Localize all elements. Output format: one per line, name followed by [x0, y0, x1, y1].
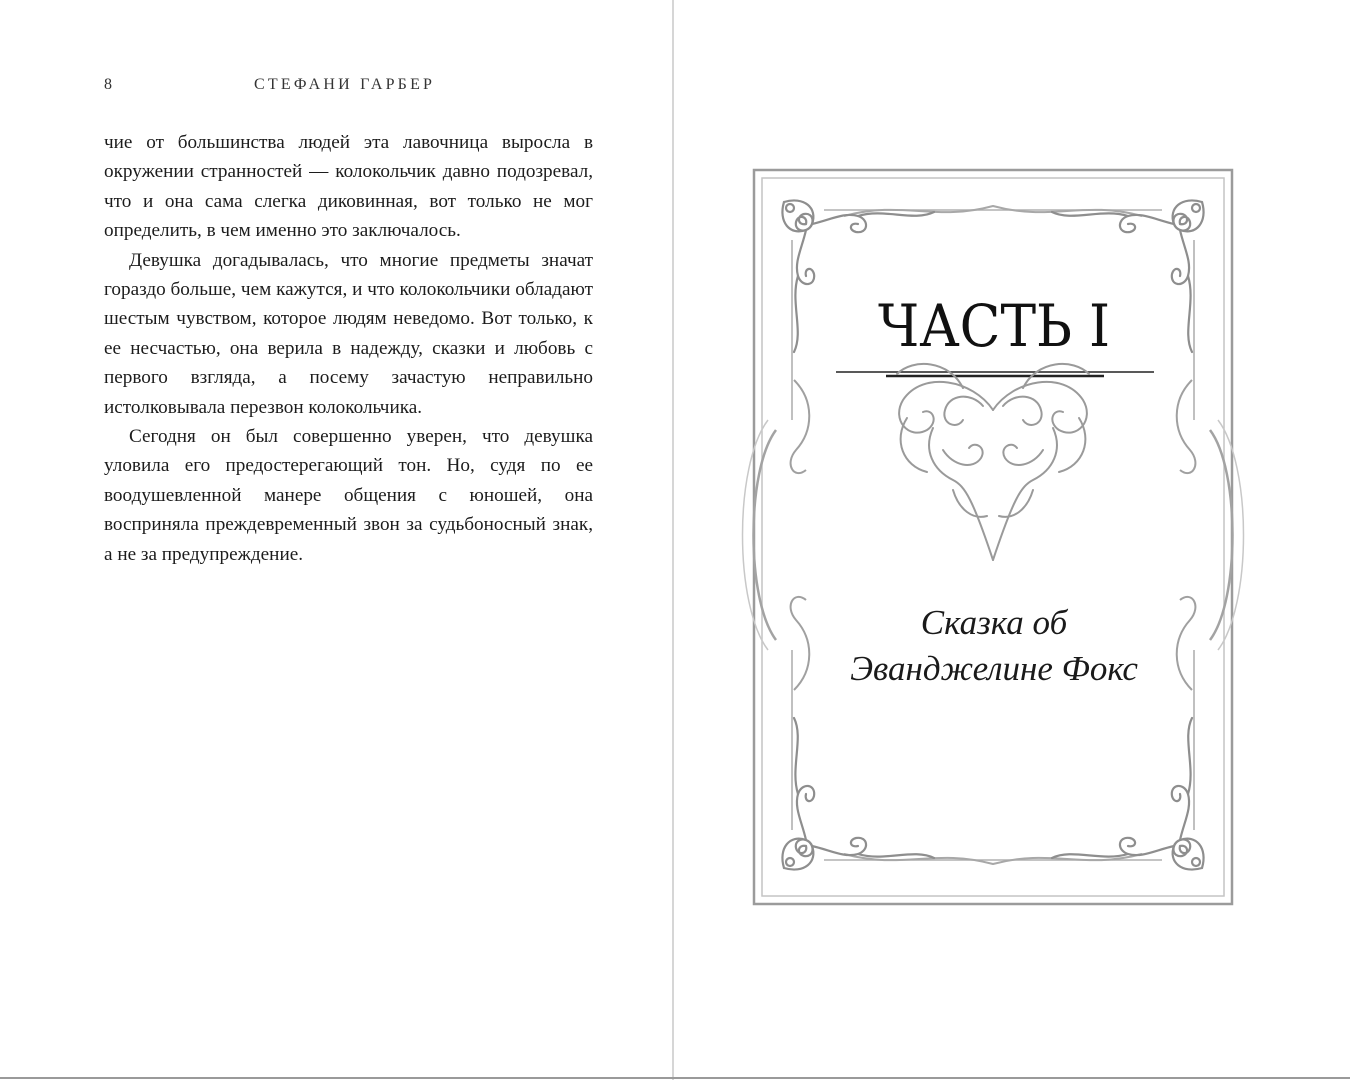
text-line: Сегодня он был совершенно уверен, что девуш [129, 426, 576, 448]
subtitle-line: Сказка об [920, 603, 1068, 642]
text-line: шей, она восприняла преждевременный звон за [104, 484, 593, 536]
part-title: ЧАСТЬ I [877, 292, 1111, 360]
text-line: чие от большинства людей эта лавочница выросла [104, 132, 571, 153]
text-line: дям неведомо. Вот только, к ее несчастью, она ве [104, 308, 593, 359]
text-line: перезвон колокольчика. [230, 396, 423, 418]
running-head [104, 76, 604, 100]
left-page [0, 0, 672, 1080]
paragraph [104, 422, 593, 569]
subtitle-line: Эванджелине Фокс [850, 649, 1138, 688]
page-number: 8 [104, 76, 112, 93]
text-line: ка уловила его предостерегающий тон. Но, судя [104, 426, 593, 477]
text-line: только не мог определить, в чем именно это за [104, 190, 593, 242]
text-line: по ее воодушевленной манере общения с юно [104, 455, 593, 506]
text-line: подозревал, что и она сама слегка диковинная, вот [104, 161, 594, 212]
paragraph [104, 128, 593, 246]
running-head-author: СТЕФАНИ ГАРБЕР [254, 76, 436, 93]
text-line: судьбоносный знак, а не за предупреждение. [104, 514, 593, 565]
text-line: Девушка догадывалась, что многие предметы [129, 249, 530, 271]
paragraph [104, 246, 593, 422]
text-line: в окружении странностей — колокольчик давно [104, 132, 593, 183]
text-line: да, а посему зачастую неправильно истолковывала [104, 367, 594, 418]
text-line: значат гораздо больше, чем кажутся, и что коло [104, 249, 593, 301]
ornamental-frame [674, 0, 1350, 1080]
right-page [674, 0, 1350, 1080]
body-text [104, 128, 593, 569]
text-line: кольчики обладают шестым чувством, которое лю [104, 279, 593, 330]
part-subtitle [794, 600, 1194, 692]
text-line: ключалось. [368, 220, 461, 242]
text-line: рила в надежду, сказки и любовь с первого взгля [104, 337, 593, 389]
